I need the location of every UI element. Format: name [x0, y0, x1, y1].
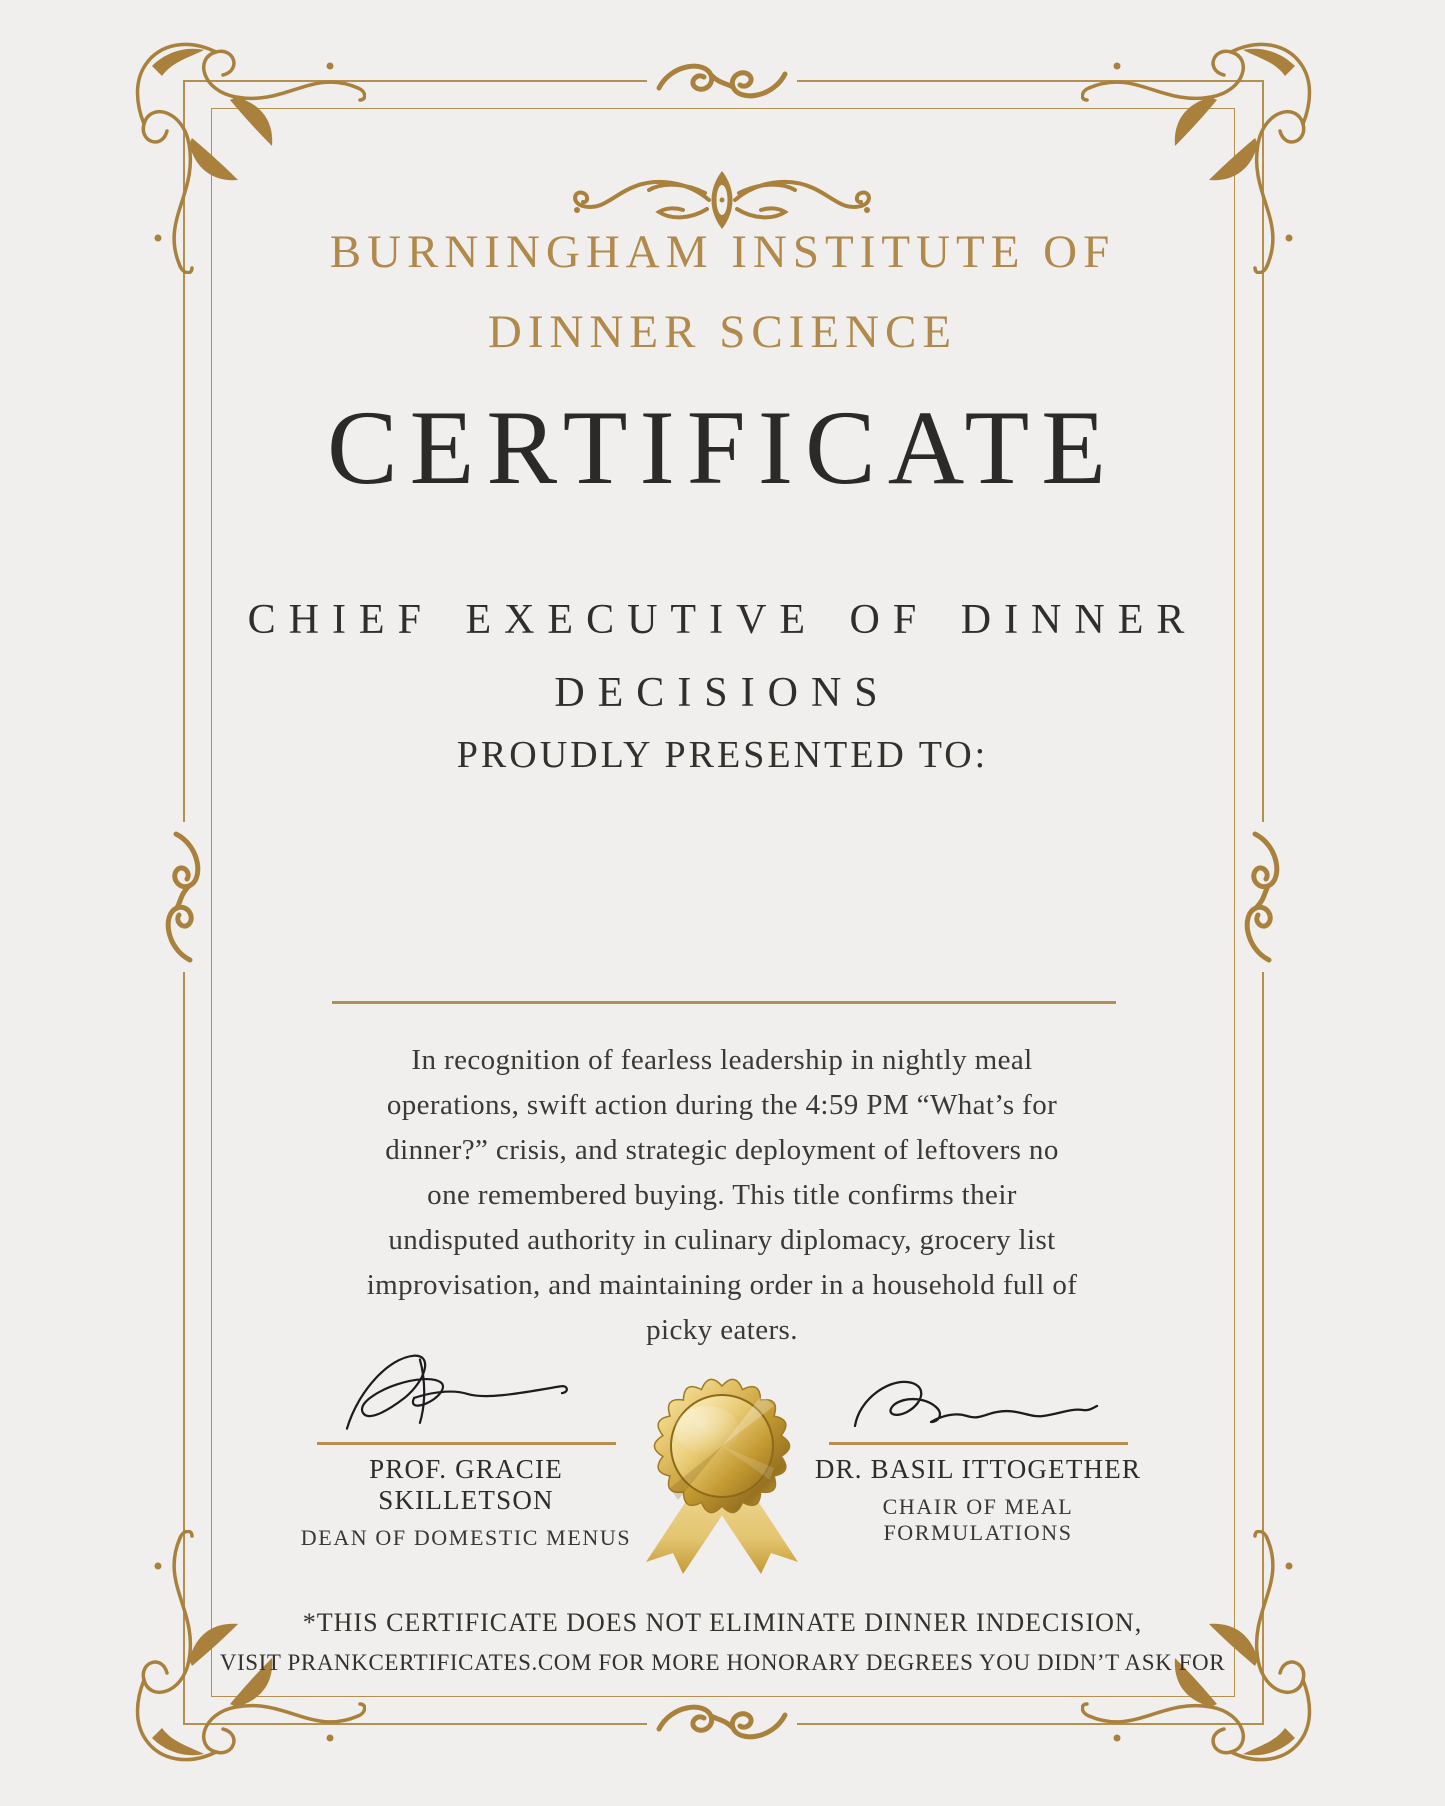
signatory-title: CHAIR OF MEAL FORMULATIONS	[882, 1493, 1074, 1545]
footer-promo-line: VISIT PRANKCERTIFICATES.COM FOR MORE HONORARY DEGREES YOU DIDN’T ASK FOR	[219, 1650, 1226, 1675]
citation-line: dinner?” crisis, and strategic deployment of leftovers no	[385, 1134, 1059, 1166]
institution-name	[0, 212, 1445, 372]
signatory-name: PROF. GRACIE SKILLETSON	[369, 1453, 563, 1515]
citation-line: improvisation, and maintaining order in a household full of	[366, 1269, 1078, 1301]
role-title	[0, 584, 1445, 730]
citation-line: In recognition of fearless leadership in nightly meal	[411, 1044, 1033, 1076]
edge-scroll-icon	[647, 1698, 797, 1746]
citation-line: picky eaters.	[646, 1314, 798, 1346]
certificate-title: CERTIFICATE	[326, 389, 1119, 506]
role-line: DECISIONS	[554, 670, 891, 716]
presented-label: PROUDLY PRESENTED TO:	[456, 734, 989, 776]
footer-disclaimer-line: *THIS CERTIFICATE DOES NOT ELIMINATE DINNER INDECISION,	[302, 1608, 1143, 1637]
citation-text	[282, 1038, 1162, 1353]
gold-medal-ribbon-icon	[612, 1378, 832, 1578]
institution-line: DINNER SCIENCE	[487, 306, 958, 358]
edge-scroll-icon	[647, 57, 797, 105]
role-line: CHIEF EXECUTIVE OF DINNER	[247, 597, 1198, 643]
signatory-name: DR. BASIL ITTOGETHER	[814, 1453, 1142, 1484]
signature-scribble-icon	[326, 1348, 581, 1444]
signature-block-right	[808, 1350, 1148, 1546]
signatory-title: DEAN OF DOMESTIC MENUS	[300, 1524, 632, 1550]
citation-line: undisputed authority in culinary diplomacy, grocery list	[388, 1224, 1056, 1256]
recipient-line	[332, 1001, 1116, 1004]
signature-block-left	[296, 1350, 636, 1551]
edge-scroll-icon	[159, 822, 207, 972]
edge-scroll-icon	[1238, 822, 1286, 972]
citation-line: one remembered buying. This title confirms their	[427, 1179, 1017, 1211]
citation-line: operations, swift action during the 4:59 PM “What’s for	[386, 1089, 1058, 1121]
institution-line: BURNINGHAM INSTITUTE OF	[329, 226, 1116, 278]
signature-scribble-icon	[843, 1372, 1103, 1444]
